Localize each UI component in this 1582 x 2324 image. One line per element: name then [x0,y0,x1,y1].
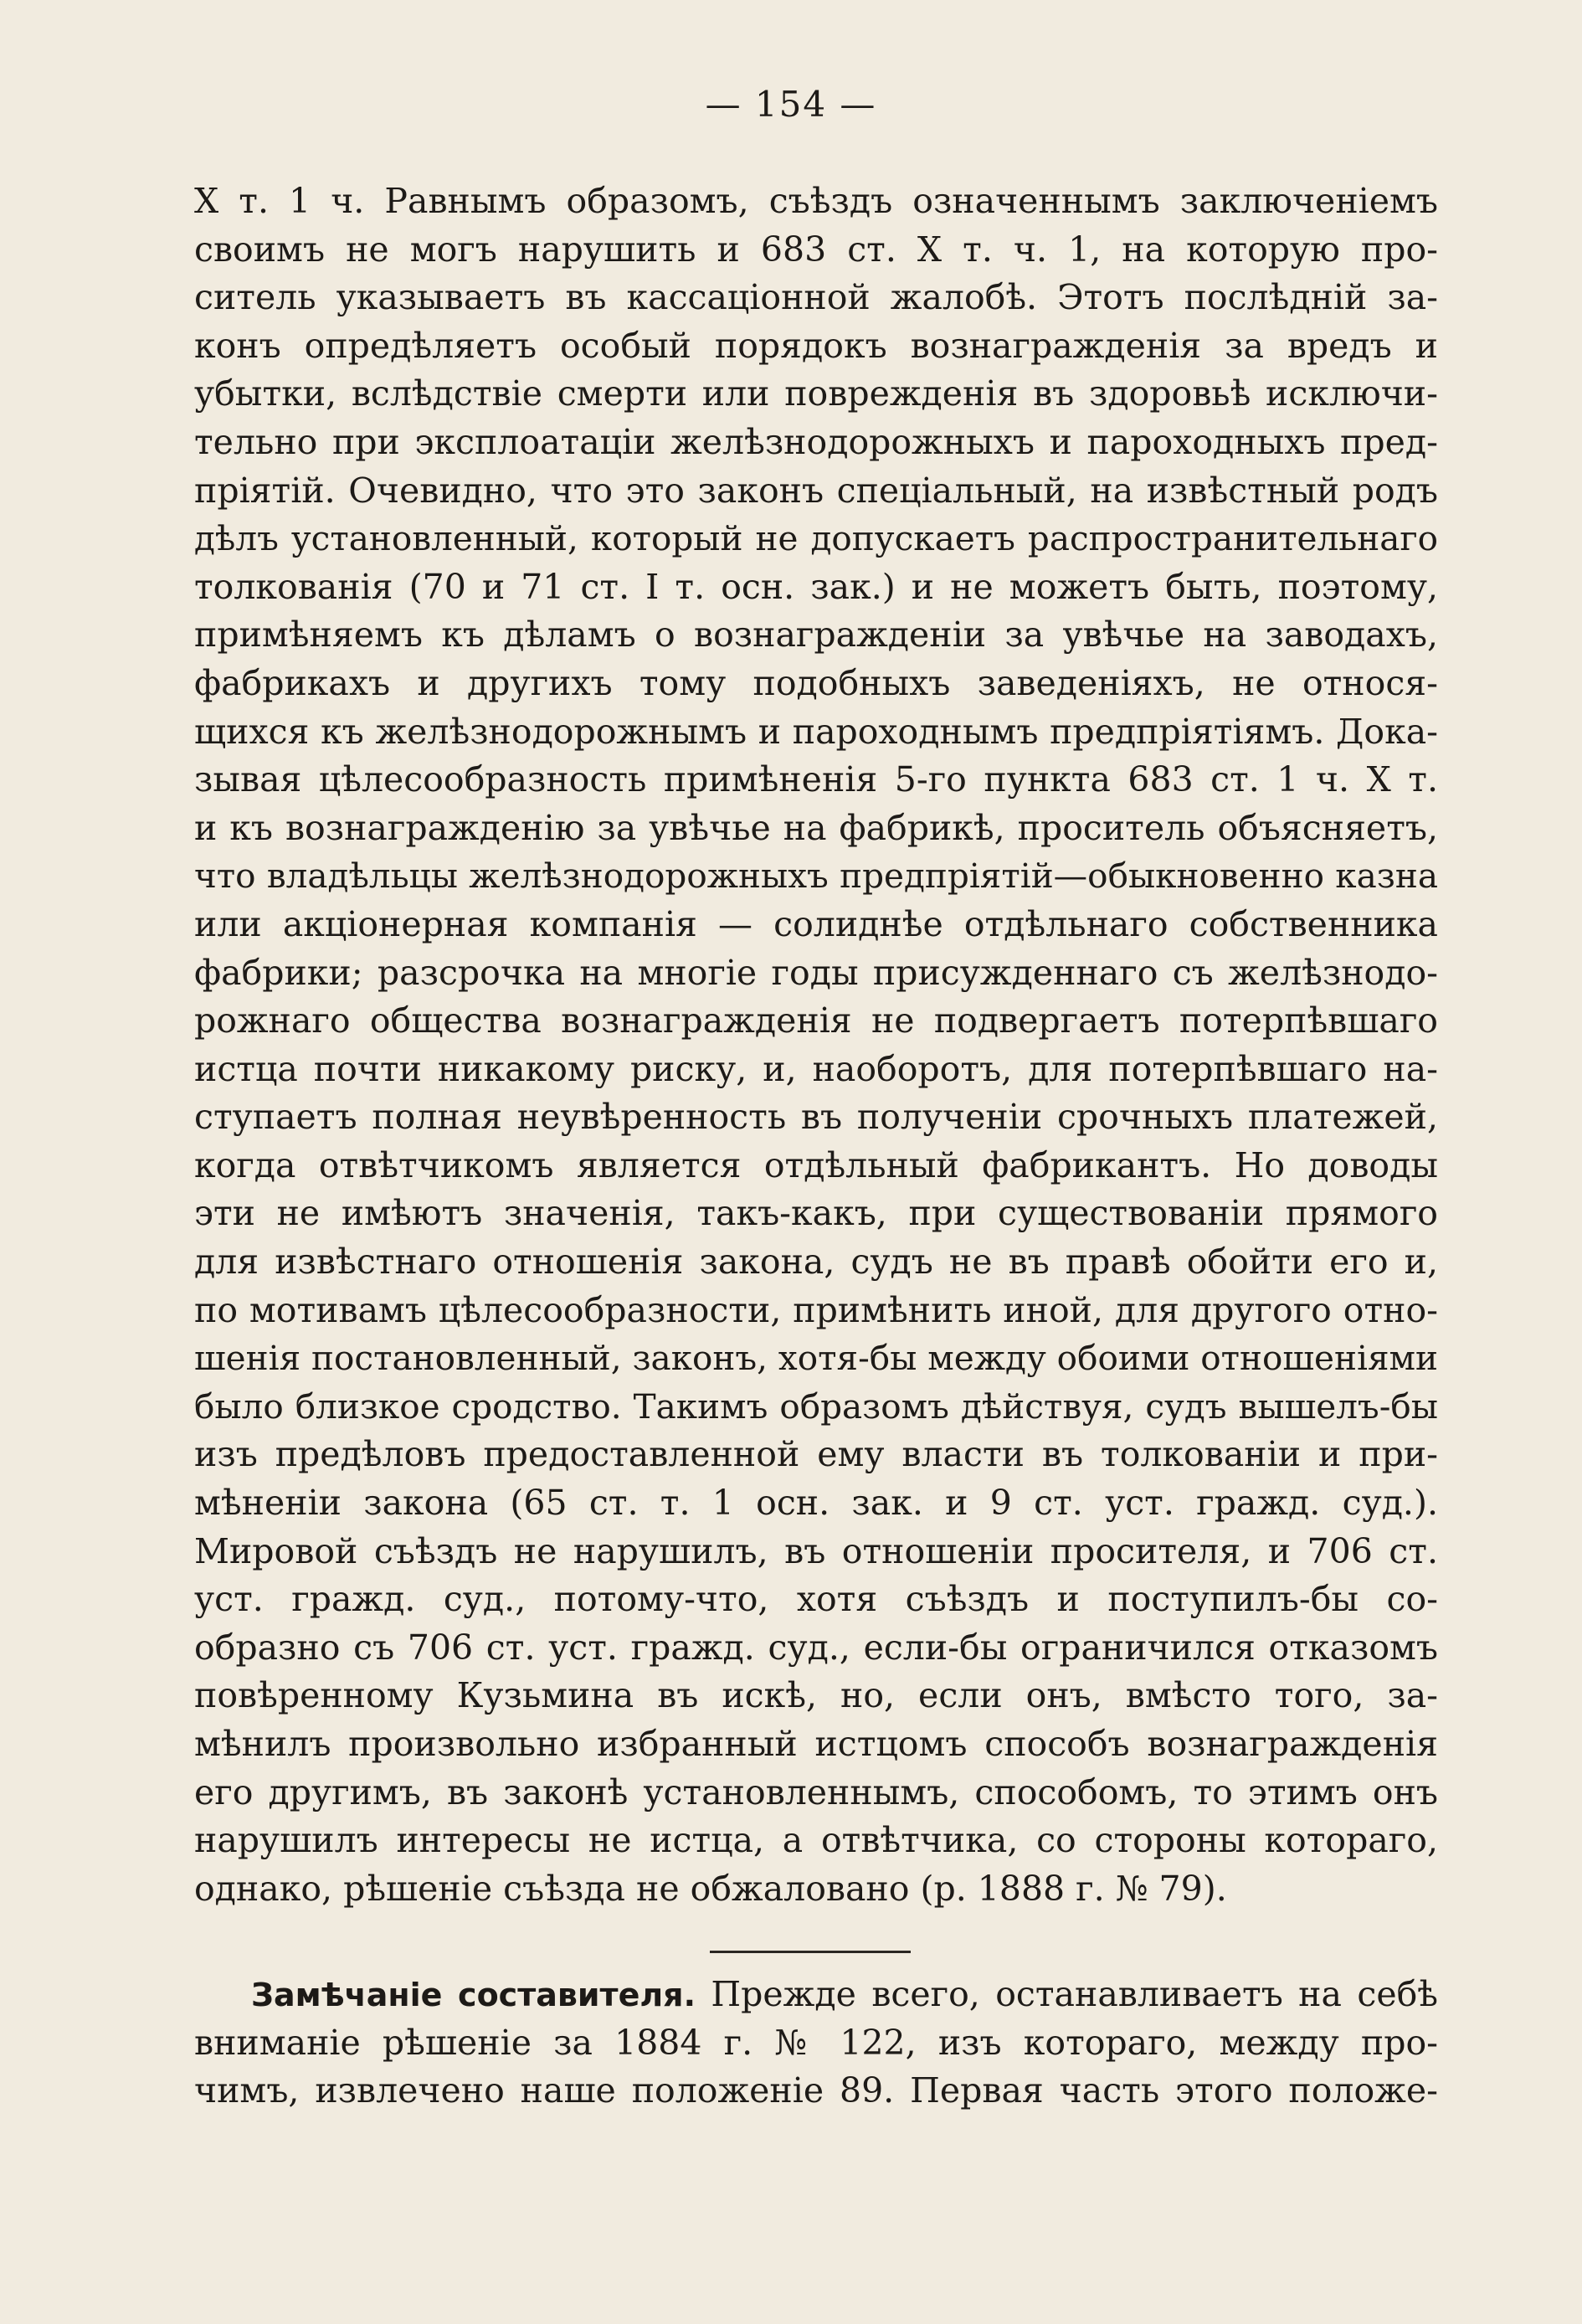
text-line: по мотивамъ цѣлесообразности, примѣнить иной, для другого отно- [194,1289,1438,1330]
note-first-line [194,1971,1438,2019]
text-line: своимъ не могъ нарушить и 683 ст. X т. ч. 1, на которую про- [194,229,1438,270]
text-line: истца почти никакому риску, и, наоборотъ, для потерпѣвшаго на- [194,1048,1438,1089]
text-line: пріятій. Очевидно, что это законъ спеціальный, на извѣстный родъ [194,470,1438,511]
text-line: Мировой съѣздъ не нарушилъ, въ отношеніи просителя, и 706 ст. [194,1530,1438,1571]
text-line: и къ вознагражденію за увѣчье на фабрикѣ, проситель объясняетъ, [194,807,1438,848]
text-line: мѣнилъ произвольно избранный истцомъ способъ вознагражденія [194,1724,1438,1764]
text-line: нарушилъ интересы не истца, а отвѣтчика, со стороны котораго, [194,1820,1438,1861]
note-heading: Замѣчаніе составителя. [251,1977,696,2013]
text-line: его другимъ, въ законѣ установленнымъ, способомъ, то этимъ онъ [194,1771,1438,1812]
text-line: когда отвѣтчикомъ является отдѣльный фабрикантъ. Но доводы [194,1144,1438,1185]
text-line: щихся къ желѣзнодорожнымъ и пароходнымъ предпріятіямъ. Дока- [194,711,1438,752]
text-line: рожнаго общества вознагражденія не подвергаетъ потерпѣвшаго [194,1000,1438,1041]
text-line: конъ опредѣляетъ особый порядокъ вознагражденія за вредъ и [194,325,1438,366]
text-line: уст. гражд. суд., потому-что, хотя съѣздъ и поступилъ-бы со- [194,1579,1438,1620]
text-line: изъ предѣловъ предоставленной ему власти въ толкованіи и при- [194,1434,1438,1475]
text-line: однако, рѣшеніе съѣзда не обжаловано (р. 1888 г. № 79). [194,1868,1227,1909]
text-line: толкованія (70 и 71 ст. I т. осн. зак.) и не можетъ быть, поэтому, [194,566,1438,607]
compiler-note [194,1971,1438,2116]
text-line: было близкое сродство. Такимъ образомъ дѣйствуя, судъ вышелъ-бы [194,1386,1438,1427]
note-line: чимъ, извлечено наше положеніе 89. Первая часть этого положе- [194,2070,1438,2111]
note-first-line-text: Прежде всего, останавливаетъ на себѣ [711,1974,1438,2014]
page-number: — 154 — [705,84,877,125]
text-line: зывая цѣлесообразность примѣненія 5-го пункта 683 ст. 1 ч. X т. [194,759,1438,800]
text-line: шенія постановленный, законъ, хотя-бы между обоими отношеніями [194,1338,1438,1379]
text-line: эти не имѣютъ значенія, такъ-какъ, при существованіи прямого [194,1193,1438,1234]
note-line: вниманіе рѣшеніе за 1884 г. № 122, изъ котораго, между про- [194,2022,1438,2063]
text-line: ситель указываетъ въ кассаціонной жалобѣ. Этотъ послѣдній за- [194,277,1438,318]
main-text [194,177,1438,1913]
text-line: тельно при эксплоатаціи желѣзнодорожныхъ и пароходныхъ пред- [194,421,1438,462]
text-line: образно съ 706 ст. уст. гражд. суд., если-бы ограничился отказомъ [194,1627,1438,1668]
text-line: для извѣстнаго отношенія закона, судъ не въ правѣ обойти его и, [194,1242,1438,1283]
text-line: примѣняемъ къ дѣламъ о вознагражденіи за увѣчье на заводахъ, [194,614,1438,656]
text-line: дѣлъ установленный, который не допускаетъ распространительнаго [194,518,1438,559]
text-line: фабрикахъ и другихъ тому подобныхъ заведеніяхъ, не относя- [194,662,1438,703]
text-line: или акціонерная компанія — солиднѣе отдѣльнаго собственника [194,903,1438,944]
text-line: ступаетъ полная неувѣренность въ полученіи срочныхъ платежей, [194,1097,1438,1138]
text-line: убытки, вслѣдствіе смерти или поврежденія въ здоровьѣ исключи- [194,373,1438,414]
section-divider [710,1951,911,1953]
text-line: что владѣльцы желѣзнодорожныхъ предпріятій—обыкновенно казна [194,856,1438,897]
text-line: фабрики; разсрочка на многіе годы присужденнаго съ желѣзнодо- [194,952,1438,993]
text-line: повѣренному Кузьмина въ искѣ, но, если онъ, вмѣсто того, за- [194,1675,1438,1716]
text-line: мѣненіи закона (65 ст. т. 1 осн. зак. и 9 ст. уст. гражд. суд.). [194,1483,1438,1524]
text-line: X т. 1 ч. Равнымъ образомъ, съѣздъ означеннымъ заключеніемъ [194,181,1438,221]
